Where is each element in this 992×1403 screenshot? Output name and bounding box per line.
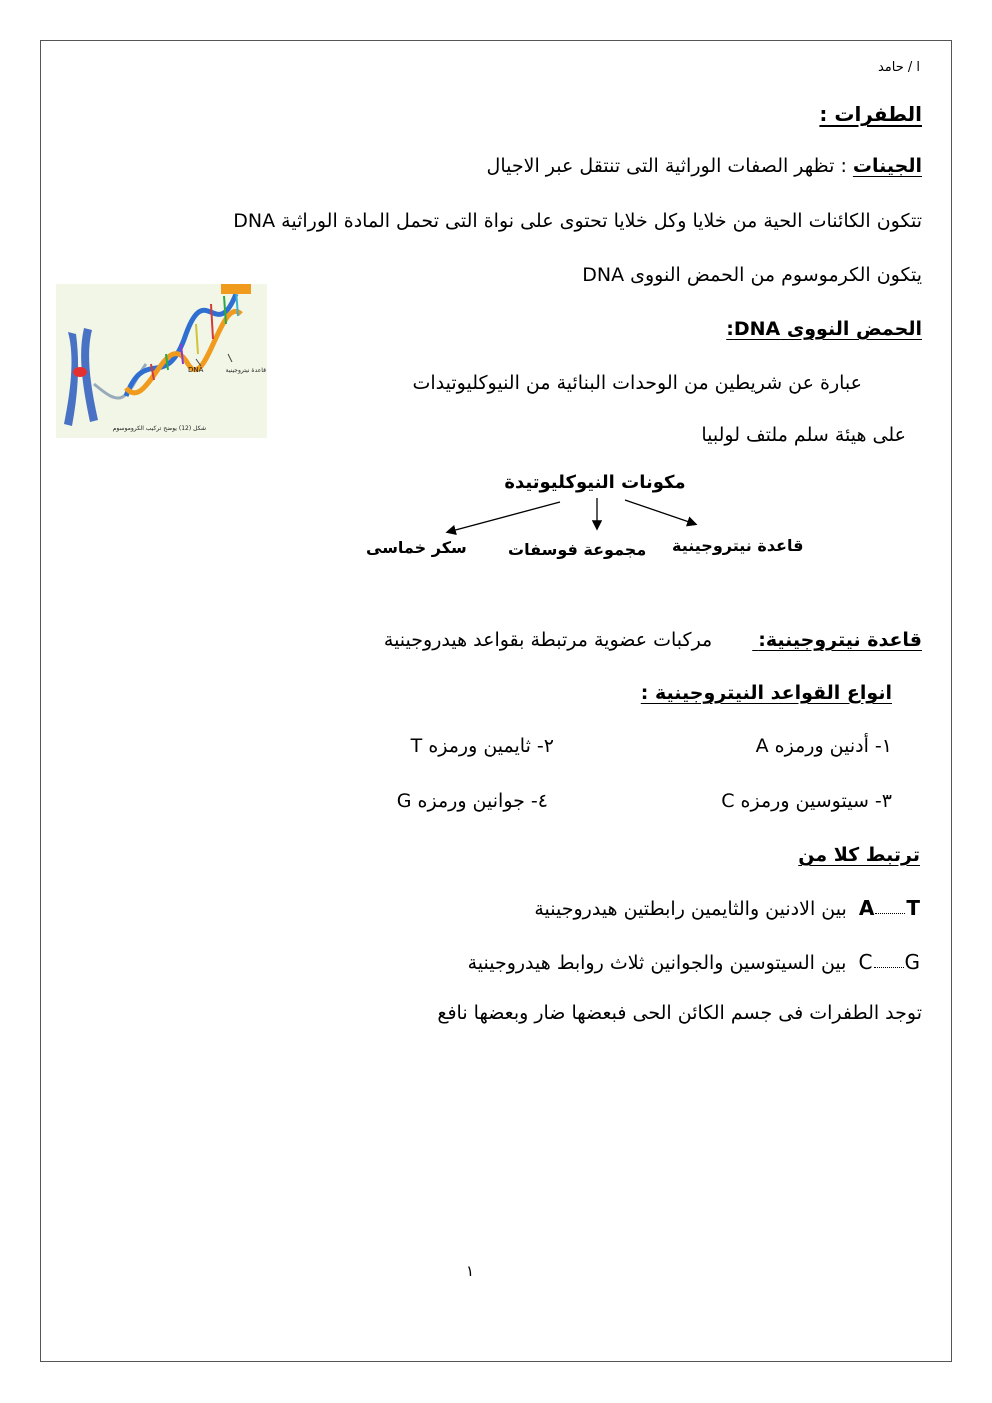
chromosome-dna-illustration — [56, 284, 267, 438]
dna-heading: الحمض النووى DNA: — [726, 318, 922, 340]
base-type-adenine: ١- أدنين ورمزه A — [755, 735, 892, 757]
bond-at-left: A — [858, 896, 875, 920]
genes-line — [487, 155, 922, 177]
bond-cg-left: C — [858, 950, 873, 974]
base-type-thymine: ٢- ثايمين ورمزه T — [410, 735, 554, 757]
base-type-cytosine: ٣- سيتوسين ورمزه C — [721, 790, 892, 812]
base-type-guanine: ٤- جوانين ورمزه G — [396, 790, 548, 812]
base-types-heading: انواع القواعد النيتروجينية : — [640, 682, 892, 704]
dna-description-line1: عبارة عن شريطين من الوحدات البنائية من النيوكليوتيدات — [412, 372, 862, 394]
figure-label-dna: DNA — [188, 366, 204, 374]
bond-pair-at — [859, 896, 920, 920]
chromosome-dna-figure — [56, 284, 267, 438]
page-title: الطفرات : — [819, 102, 922, 126]
conclusion-sentence: توجد الطفرات فى جسم الكائن الحى فبعضها ضار وبعضها نافع — [437, 1002, 922, 1024]
term-underline-gap — [718, 629, 758, 651]
chromosome-sentence: يتكون الكرموسوم من الحمض النووى DNA — [582, 264, 922, 286]
genes-term: الجينات — [852, 155, 922, 177]
bonding-heading: ترتبط كلا من — [798, 844, 920, 866]
page-number: ١ — [466, 1262, 475, 1280]
bond-row-cg — [468, 950, 920, 974]
component-sugar: سكر خماسى — [366, 538, 467, 557]
bond-at-right: T — [906, 896, 920, 920]
nitrogen-base-definition: مركبات عضوية مرتبطة بقواعد هيدروجينية — [383, 629, 713, 651]
organisms-sentence: تتكون الكائنات الحية من خلايا وكل خلايا تحتوى على نواة التى تحمل المادة الوراثية DNA — [233, 210, 922, 232]
figure-label-base: قاعدة نيتروجينية — [225, 367, 266, 374]
nucleotide-title: مكونات النيوكليوتيدة — [504, 472, 686, 493]
bond-cg-right: G — [904, 950, 920, 974]
bond-at-text: بين الادنين والثايمين رابطتين هيدروجينية — [534, 898, 847, 920]
component-nitrogen-base: قاعدة نيتروجينية — [672, 536, 804, 555]
nitrogen-base-line — [384, 629, 922, 651]
nitrogen-base-term: قاعدة نيتروجينية: — [758, 629, 922, 651]
bond-pair-cg — [859, 950, 920, 974]
bond-row-at — [534, 896, 920, 920]
figure-caption: شكل (12) يوضح تركيب الكروموسوم — [112, 425, 206, 432]
author-header: ا / حامد — [877, 60, 920, 75]
nucleotide-arrows — [430, 492, 720, 542]
arrow-to-sugar — [448, 502, 560, 532]
component-phosphate: مجموعة فوسفات — [508, 540, 647, 559]
genes-definition: : تظهر الصفات الوراثية التى تنتقل عبر الاجيال — [486, 155, 847, 177]
arrow-to-base — [625, 500, 695, 524]
bond-cg-text: بين السيتوسين والجوانين ثلاث روابط هيدروجينية — [467, 952, 847, 974]
dna-description-line2: على هيئة سلم ملتف لولبيا — [701, 424, 906, 446]
